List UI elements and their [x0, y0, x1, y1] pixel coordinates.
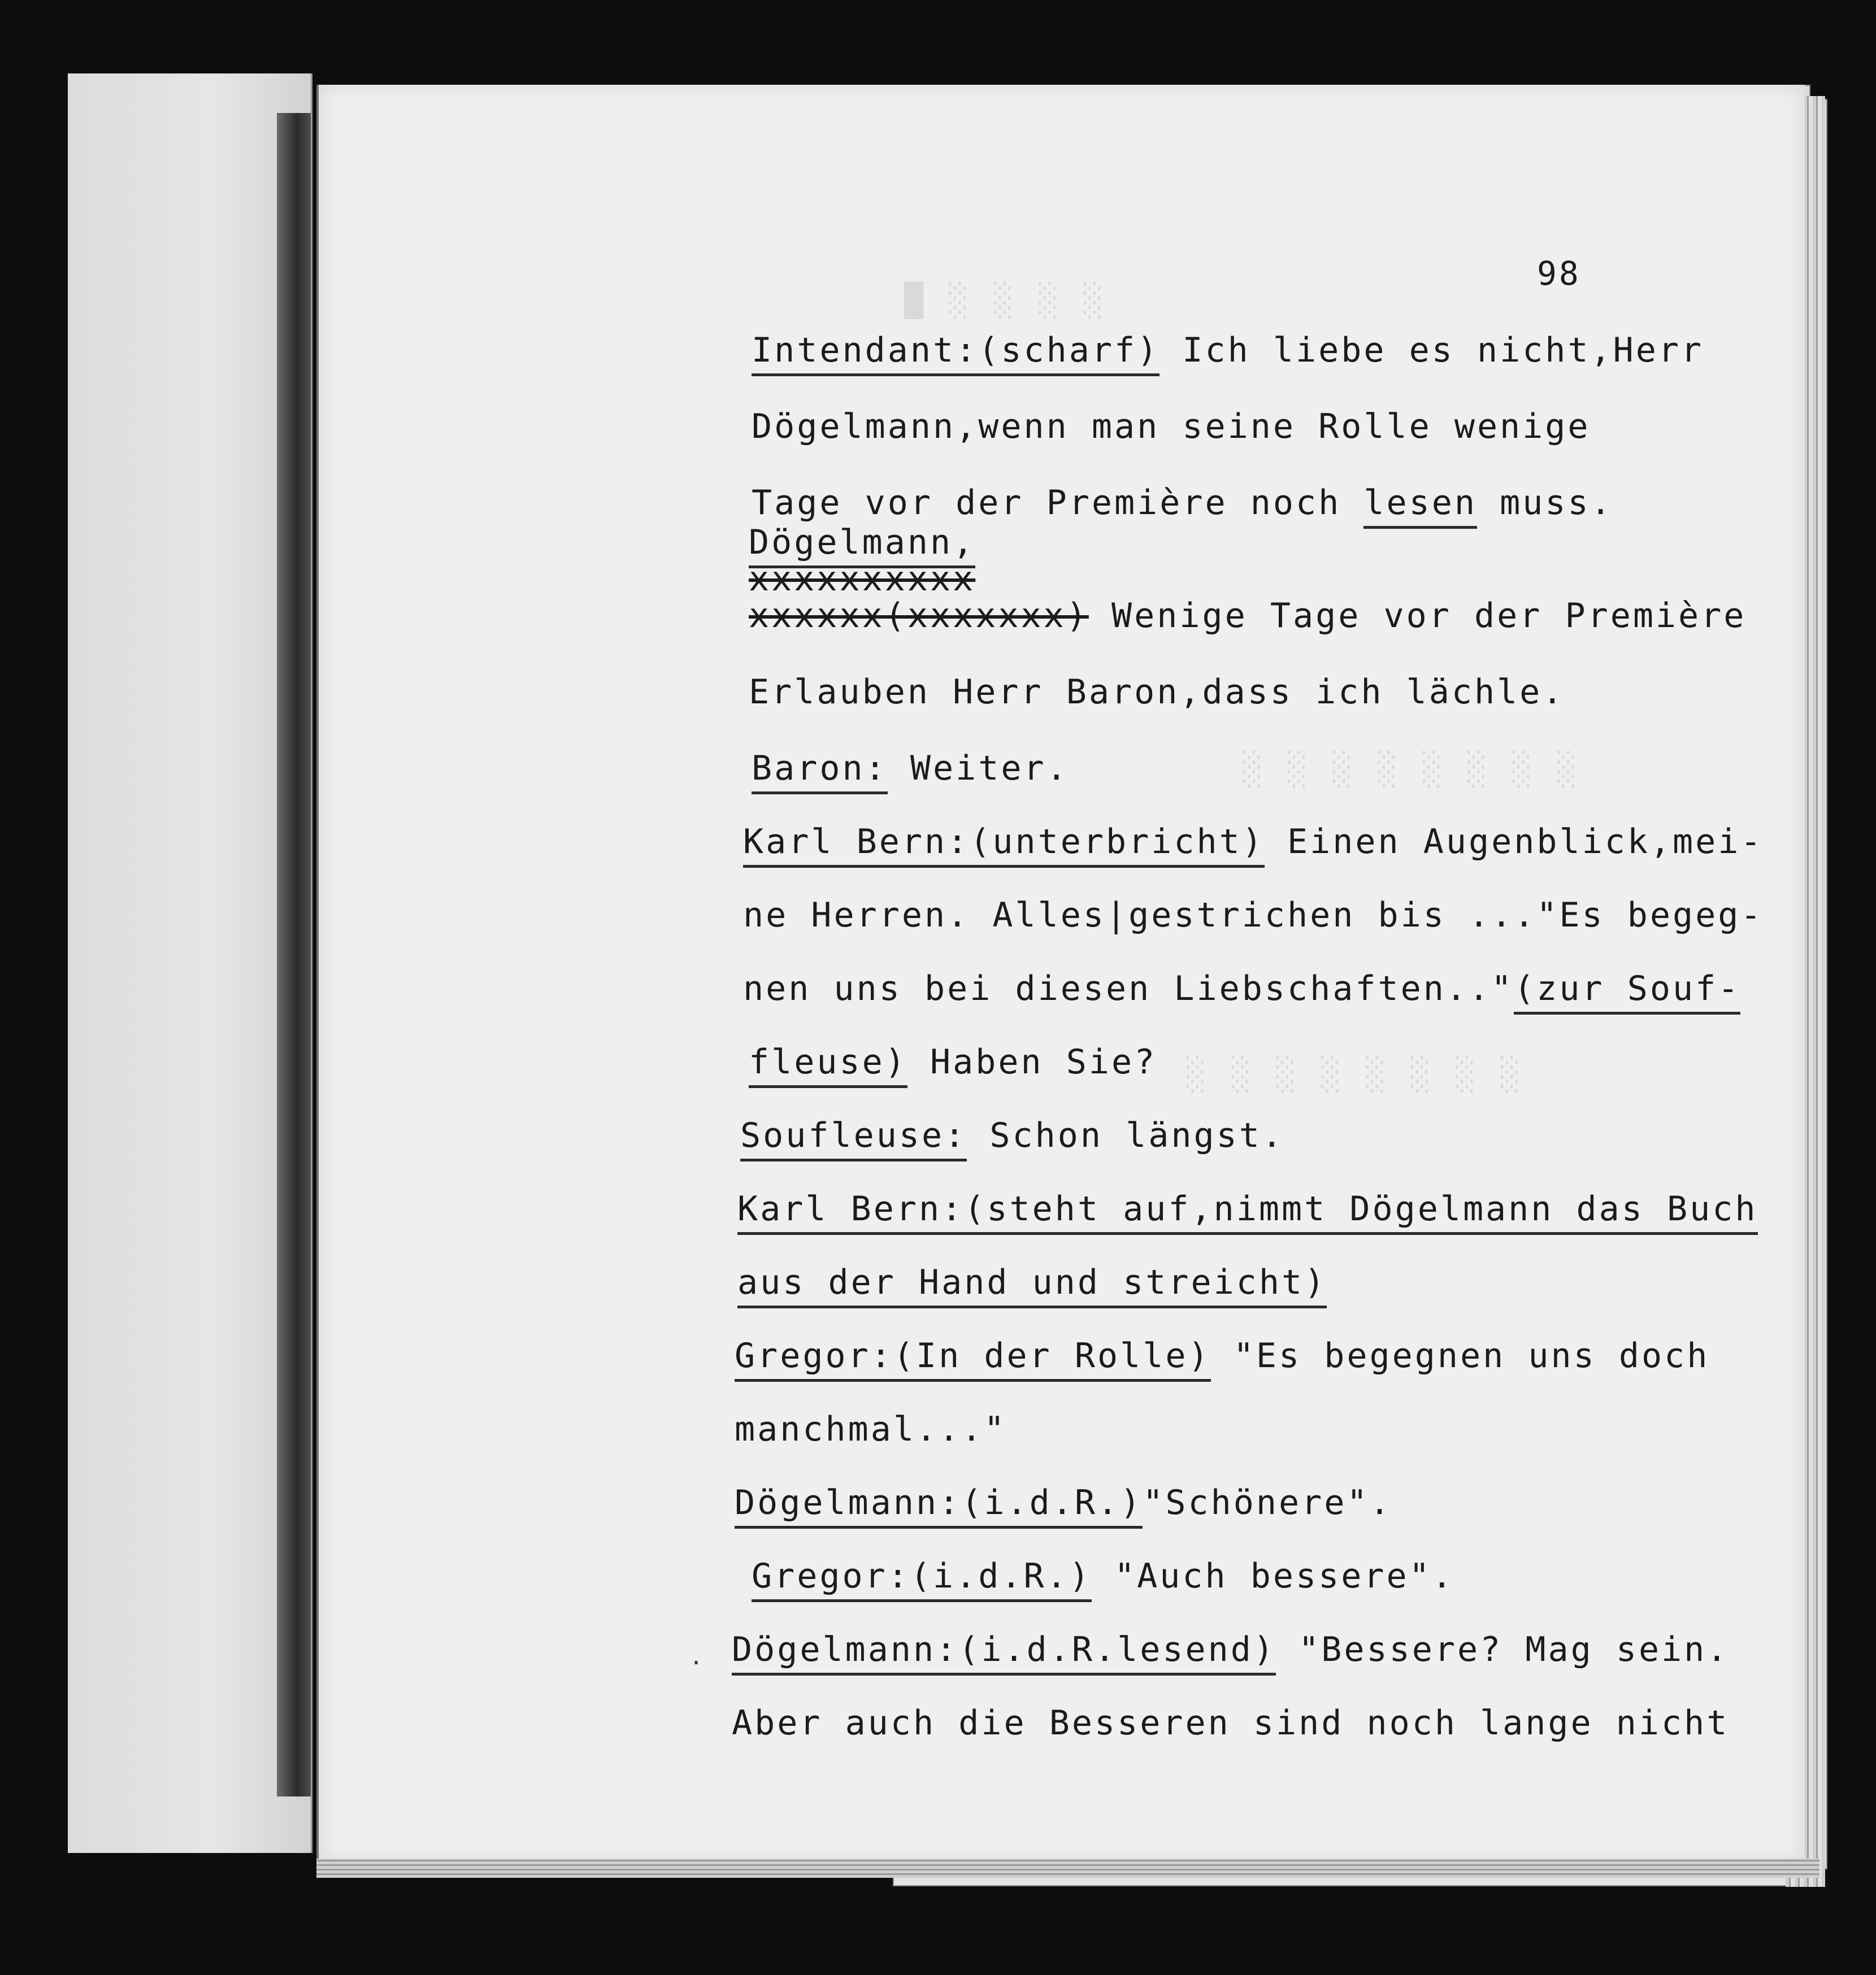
line-fragment: Karl Bern:(steht auf,nimmt Dögelmann das Buch [737, 1189, 1758, 1235]
line-fragment: Soufleuse: [740, 1116, 967, 1161]
line-fragment: (unterbricht) [970, 822, 1265, 868]
line-fragment: "Auch bessere". [1091, 1556, 1454, 1596]
show-through: ░ ░ ░ ░ ░ ░ ░ ░ [1187, 1056, 1523, 1093]
line-fragment: Gregor: [735, 1336, 893, 1382]
line-fragment: Intendant:(scharf) [752, 330, 1160, 376]
typed-line [740, 1116, 1284, 1155]
line-fragment: Dögelmann: [732, 1630, 958, 1676]
line-fragment: Weiter. [887, 749, 1069, 788]
line-fragment: Einen Augenblick,mei- [1264, 822, 1764, 862]
line-fragment: lesen [1363, 483, 1477, 529]
typed-line [743, 822, 1764, 862]
typed-line [749, 1042, 1157, 1082]
typed-line [752, 407, 1591, 446]
line-fragment: Tage vor der Première noch [752, 483, 1364, 523]
typed-line [749, 559, 975, 599]
typed-line [735, 1410, 1006, 1449]
line-fragment: Wenige Tage vor der Première [1088, 596, 1747, 636]
typed-line [749, 523, 975, 562]
typed-line [732, 1703, 1729, 1743]
typed-line [732, 1630, 1729, 1669]
line-fragment: Karl Bern: [743, 822, 970, 868]
line-fragment: aus der Hand und streicht) [737, 1263, 1327, 1308]
typed-line [743, 969, 1740, 1008]
line-fragment: xxxxxx(xxxxxxx) [749, 596, 1089, 636]
line-fragment: Ich liebe es nicht,Herr [1160, 330, 1704, 370]
line-fragment: ne Herren. Alles|gestrichen bis ..."Es begeg- [743, 895, 1764, 935]
typed-line [743, 895, 1764, 935]
page-number: 98 [1537, 254, 1581, 293]
line-fragment: Schon längst. [967, 1116, 1284, 1155]
show-through: █ ░ ░ ░ ░ [904, 282, 1106, 319]
typed-line [737, 1263, 1327, 1302]
line-fragment: "Bessere? Mag sein. [1275, 1630, 1730, 1669]
line-fragment: Gregor: [752, 1556, 910, 1602]
typed-line [737, 1189, 1758, 1229]
line-fragment: "Es begegnen uns doch [1210, 1336, 1710, 1376]
line-fragment: Aber auch die Besseren sind noch lange nicht [732, 1703, 1730, 1743]
line-fragment: manchmal..." [735, 1410, 1007, 1449]
line-fragment: (In der Rolle) [893, 1336, 1211, 1382]
line-fragment: (zur Souf- [1514, 969, 1740, 1015]
line-fragment: (i.d.R.lesend) [958, 1630, 1276, 1676]
stacked-page-bottom [316, 1859, 1819, 1878]
line-fragment: fleuse) [749, 1042, 907, 1088]
typed-line [752, 483, 1613, 523]
left-page-edge [68, 73, 312, 1853]
typed-line [752, 330, 1704, 370]
show-through: ░ ░ ░ ░ ░ ░ ░ ░ [1243, 751, 1580, 788]
line-fragment: Dögelmann,wenn man seine Rolle wenige [752, 407, 1591, 446]
line-fragment: Baron: [752, 749, 888, 794]
line-fragment: Dögelmann, [749, 523, 975, 568]
typed-line [749, 672, 1565, 712]
line-fragment: "Schönere". [1143, 1483, 1392, 1522]
typed-line [752, 1556, 1454, 1596]
typed-line [749, 596, 1746, 636]
typed-line [735, 1483, 1392, 1522]
line-fragment: Dögelmann: [735, 1483, 961, 1529]
binding-shadow [277, 113, 311, 1796]
line-fragment: nen uns bei diesen Liebschaften.." [743, 969, 1514, 1008]
typed-line [752, 749, 1069, 788]
typed-line [735, 1336, 1709, 1376]
margin-mark: . [689, 1644, 704, 1670]
line-fragment: Erlauben Herr Baron,dass ich lächle. [749, 672, 1565, 712]
line-fragment: muss. [1477, 483, 1613, 523]
line-fragment: Haben Sie? [907, 1042, 1157, 1082]
line-fragment: (i.d.R.) [910, 1556, 1092, 1602]
line-fragment: xxxxxxxxxx [749, 559, 976, 599]
line-fragment: (i.d.R.) [961, 1483, 1143, 1529]
